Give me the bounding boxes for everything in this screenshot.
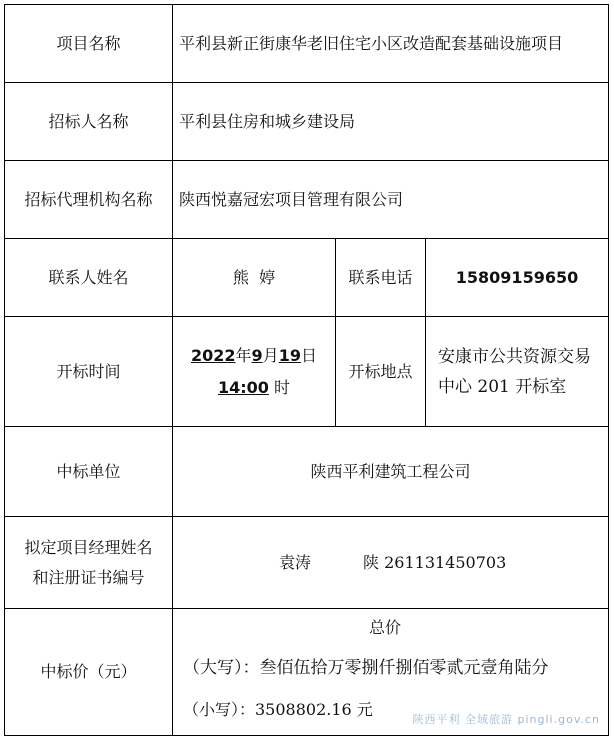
opening-hour-unit: 时: [274, 377, 291, 397]
opening-year: 2022: [191, 345, 236, 365]
manager-value: [173, 517, 609, 609]
winner-label: 中标单位: [5, 427, 173, 517]
manager-label-line2: 和注册证书编号: [32, 567, 145, 587]
manager-label: [5, 517, 173, 609]
opening-time-label: 开标时间: [5, 317, 173, 427]
phone-label: 联系电话: [336, 239, 426, 317]
winner-value: 陕西平利建筑工程公司: [173, 427, 609, 517]
result-table: [4, 4, 609, 736]
price-title: 总价: [369, 618, 402, 637]
manager-label-line1: 拟定项目经理姓名: [24, 537, 153, 557]
opening-month-unit: 月: [262, 345, 279, 365]
tenderer-value: 平利县住房和城乡建设局: [173, 83, 609, 161]
site-watermark: 陕西平利 全域旅游 pingli.gov.cn: [412, 713, 600, 726]
opening-time-value: [173, 317, 336, 427]
tenderer-label: 招标人名称: [5, 83, 173, 161]
project-name-label: 项目名称: [5, 5, 173, 83]
opening-month: 9: [251, 345, 263, 365]
price-upper: （大写）：叁佰伍拾万零捌仟捌佰零贰元壹角陆分: [183, 658, 549, 678]
manager-name: 袁涛: [279, 552, 312, 572]
price-label: 中标价（元）: [5, 609, 173, 736]
price-lower: （小写）：3508802.16 元: [183, 700, 373, 719]
contact-name: 熊 婷: [173, 239, 336, 317]
contact-label: 联系人姓名: [5, 239, 173, 317]
phone-value: 15809159650: [426, 239, 609, 317]
agency-value: 陕西悦嘉冠宏项目管理有限公司: [173, 161, 609, 239]
opening-year-unit: 年: [235, 345, 252, 365]
price-value: [173, 609, 609, 736]
opening-hour: 14:00: [217, 377, 269, 397]
opening-place-value: 安康市公共资源交易中心 201 开标室: [426, 317, 609, 427]
opening-day: 19: [278, 345, 301, 365]
project-name-value: 平利县新正街康华老旧住宅小区改造配套基础设施项目: [173, 5, 609, 83]
agency-label: 招标代理机构名称: [5, 161, 173, 239]
manager-cert: 陕 261131450703: [363, 552, 507, 572]
opening-day-unit: 日: [300, 345, 317, 365]
opening-place-label: 开标地点: [336, 317, 426, 427]
